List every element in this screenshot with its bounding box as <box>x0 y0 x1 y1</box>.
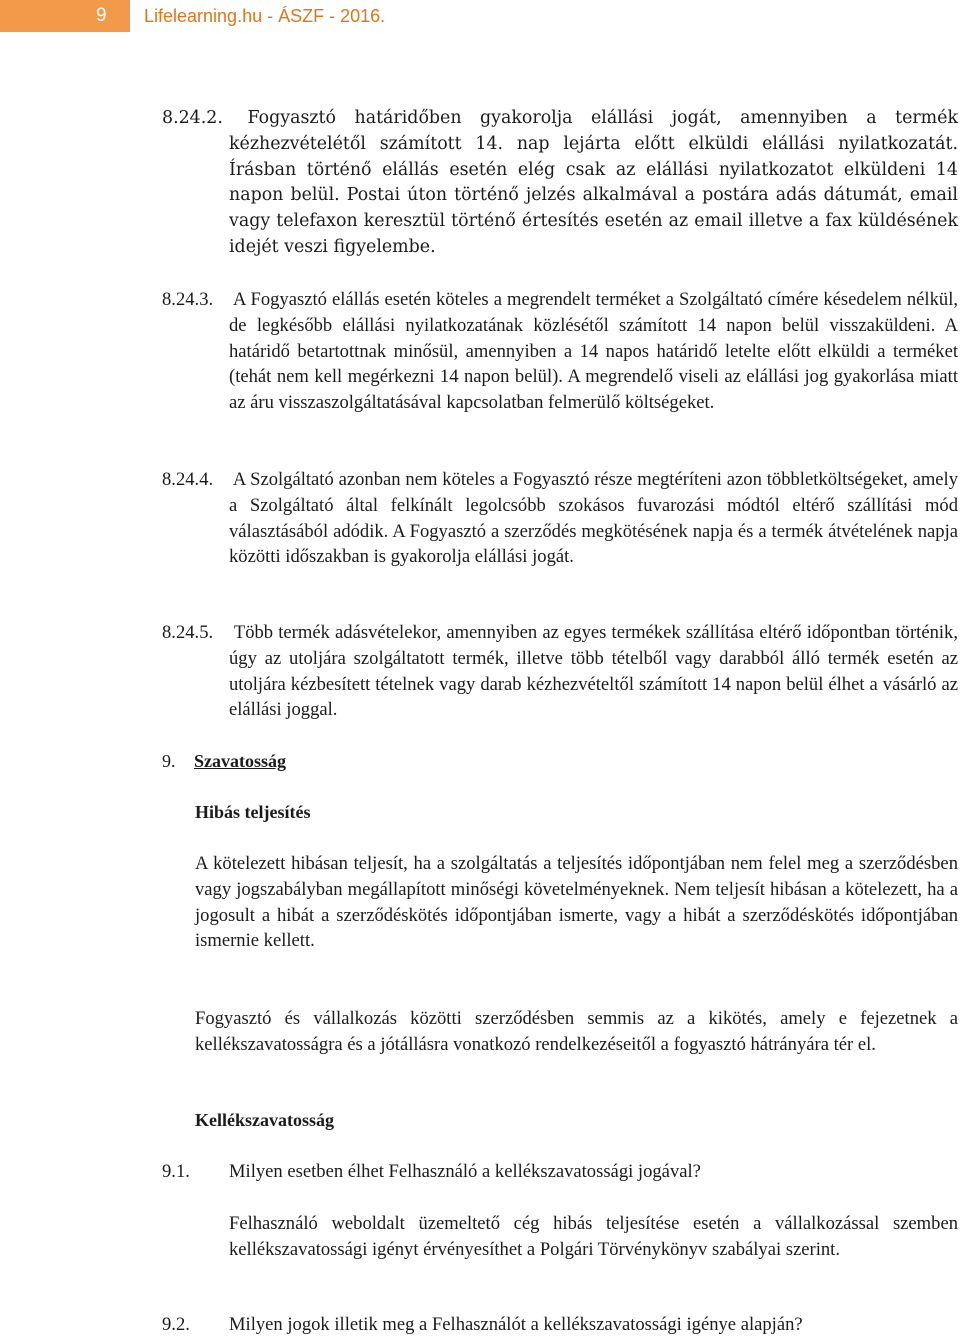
question-number: 9.2. <box>162 1314 190 1335</box>
question-number: 9.1. <box>162 1161 190 1182</box>
item-number: 8.24.3. <box>162 289 214 310</box>
question-9-2 <box>162 1312 958 1338</box>
list-item <box>162 106 958 261</box>
subheading-hibas-teljesites: Hibás teljesítés <box>195 802 311 822</box>
answer-9-1: Felhasználó weboldalt üzemeltető cég hibás teljesítése esetén a vállalkozással szemben kellékszavatossági igényt érvényesíthet a Polgári Törvénykönyv szabályai szerint. <box>229 1213 958 1260</box>
list-item <box>162 620 958 723</box>
item-number: 8.24.2. <box>162 108 223 128</box>
item-text: Több termék adásvételekor, amennyiben az egyes termékek szállítása eltérő időpontban történik, úgy az utoljára szolgáltatott termék, illetve több tételből vagy darabból álló termék esetén az utoljára kézbesített tételnek vagy darab kézhezvételtől számított 14 napon belül élhet a vásárló az elállási joggal. <box>229 622 959 721</box>
question-text: Milyen jogok illetik meg a Felhasználót a kellékszavatossági igénye alapján? <box>229 1314 803 1335</box>
list-item <box>162 467 958 570</box>
question-text: Milyen esetben élhet Felhasználó a kellékszavatossági jogával? <box>229 1161 701 1182</box>
list-item <box>162 287 958 416</box>
item-number: 8.24.5. <box>162 622 214 643</box>
page-header <box>0 0 960 32</box>
header-title: Lifelearning.hu - ÁSZF - 2016. <box>144 6 386 26</box>
section-number: 9. <box>162 751 176 771</box>
paragraph-semmis-kikotes: Fogyasztó és vállalkozás közötti szerződésben semmis az a kikötés, amely e fejezetnek a kellékszavatosságra és a jótállásra vonatkozó rendelkezéseitől a fogyasztó hátrányára tér el. <box>195 1008 958 1055</box>
page-number: 9 <box>0 0 130 32</box>
section-title: Szavatosság <box>194 751 287 771</box>
item-number: 8.24.4. <box>162 469 214 490</box>
section-heading <box>162 748 286 774</box>
item-text: Fogyasztó határidőben gyakorolja elállási jogát, amennyiben a termék kézhezvételétől számított 14. nap lejárta előtt elküldi elállási nyilatkozatát. Írásban történő elállás esetén elég csak az elállási nyilatkozatot elküldeni 14 napon belül. Postai úton történő jelzés alkalmával a postára adás dátumát, email vagy telefaxon keresztül történő értesítés esetén az email illetve a fax küldésének idejét veszi figyelembe. <box>229 108 959 257</box>
item-text: A Szolgáltató azonban nem köteles a Fogyasztó része megtéríteni azon többletköltségeket, amely a Szolgáltató által felkínált legolcsóbb szokásos fuvarozási módtól eltérő szállítási mód választásából adódik. A Fogyasztó a szerződés megkötésének napja és a termék átvételének napja közötti időszakban is gyakorolja elállási jogát. <box>229 469 959 568</box>
question-9-1 <box>162 1159 958 1185</box>
paragraph-hibas-teljesites: A kötelezett hibásan teljesít, ha a szolgáltatás a teljesítés időpontjában nem felel meg a szerződésben vagy jogszabályban megállapított minőségi követelményeknek. Nem teljesít hibásan a kötelezett, ha a jogosult a hibát a szerződéskötés időpontjában ismerte, vagy a hibát a szerződéskötés időpontjában ismernie kellett. <box>195 853 958 952</box>
subheading-kellekszavatossag: Kellékszavatosság <box>195 1110 334 1130</box>
item-text: A Fogyasztó elállás esetén köteles a megrendelt terméket a Szolgáltató címére késedelem nélkül, de legkésőbb elállási nyilatkozatának közlésétől számított 14 napon belül visszaküldeni. A határidő betartottnak minősül, amennyiben a 14 napos határidő letelte előtt elküldi a terméket (tehát nem kell megérkezni 14 napon belül). A megrendelő viseli az elállási jog gyakorlása miatt az áru visszaszolgáltatásával kapcsolatban felmerülő költségeket. <box>229 289 959 414</box>
